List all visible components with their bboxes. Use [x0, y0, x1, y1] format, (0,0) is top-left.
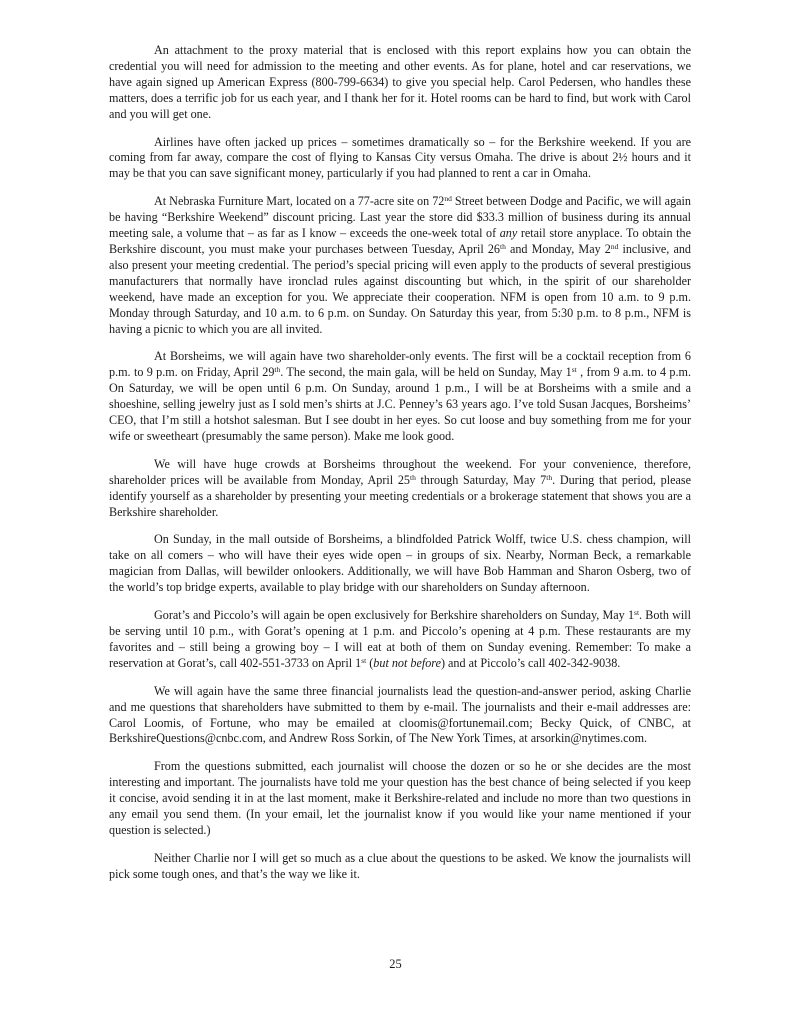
text-run: retail store anyplace. To obtain the Berkshire discount, you must make your purchases between Tuesday, April 26	[109, 226, 691, 256]
superscript: th	[546, 472, 553, 482]
paragraph	[109, 43, 691, 123]
text-run: At Nebraska Furniture Mart, located on a 77-acre site on 72	[154, 194, 445, 209]
text-run: , from 9 a.m. to 4 p.m. On Saturday, we will be open until 6 p.m. On Sunday, around 1 p.m., I will be at Borsheims with a smile and a shoeshine, selling jewelry just as I sold men’s shirts at J.C. Penney’s 63 years ago. I’ve told Susan Jacques, Borsheims’ CEO, that I’m still a hotshot salesman. But I see doubt in her eyes. So cut loose and buy something from me for your wife or sweetheart (presumably the same person). Make me look good.	[109, 365, 691, 443]
emphasis: but not before	[373, 655, 441, 670]
text-run: At Borsheims, we will again have two shareholder-only events. The first will be a cocktail reception from 6 p.m. to 9 p.m. on Friday, April 29	[109, 349, 691, 380]
superscript: th	[274, 365, 281, 375]
superscript: nd	[610, 241, 619, 251]
text-run: From the questions submitted, each journalist will choose the dozen or so he or she decides are the most interesting and important. The journalists have told me your question has the best chance of being selected if you keep it concise, avoid sending it in at the last moment, make it Berkshire-related and include no more than two questions in any email you send them. (In your email, let the journalist know if you would like your name mentioned if your question is selected.)	[109, 759, 691, 837]
text-run: . The second, the main gala, will be held on Sunday, May 1	[280, 365, 572, 380]
text-run: and Monday, May 2	[505, 241, 611, 256]
superscript: th	[500, 241, 506, 251]
paragraph	[109, 851, 691, 883]
paragraph	[109, 194, 691, 337]
text-run: An attachment to the proxy material that is enclosed with this report explains how you can obtain the credential you will need for admission to the meeting and other events. As for plane, hotel and car reservations, we have again signed up American Express (800-799-6634) to give you special help. Carol Pedersen, who handles these matters, does a terrific job for us each year, and I thank her for it. Hotel rooms can be hard to find, but work with Carol and you will get one.	[109, 43, 691, 121]
text-run: We will have huge crowds at Borsheims throughout the weekend. For your convenience, therefore, shareholder prices will be available from Monday, April 25	[109, 456, 691, 487]
emphasis: any	[499, 226, 518, 241]
superscript: nd	[444, 194, 452, 204]
text-run: . During that period, please identify yourself as a shareholder by presenting your meeting credentials or a brokerage statement that shows you are a Berkshire shareholder.	[109, 472, 691, 519]
body-text	[109, 43, 691, 895]
paragraph	[109, 759, 691, 839]
paragraph	[109, 135, 691, 183]
superscript: th	[409, 472, 416, 482]
text-run: . Both will be serving until 10 p.m., with Gorat’s opening at 1 p.m. and Piccolo’s opening at 4 p.m. These restaurants are my favorites and – still being a growing boy – I will eat at both of them on Sunday evening. Remember: To make a reservation at Gorat’s, call 402-551-3733 on April 1	[109, 608, 691, 670]
text-run: On Sunday, in the mall outside of Borsheims, a blindfolded Patrick Wolff, twice U.S. chess champion, will take on all comers – who will have their eyes wide open – in groups of six. Nearby, Norman Beck, a remarkable magician from Dallas, will bewilder onlookers. Additionally, we will have Bob Hamman and Sharon Osberg, two of the world’s top bridge experts, available to play bridge with our shareholders on Sunday afternoon.	[109, 532, 691, 595]
paragraph	[109, 684, 691, 748]
text-run: Gorat’s and Piccolo’s will again be open exclusively for Berkshire shareholders on Sunday, May 1	[154, 608, 635, 623]
text-run: inclusive, and also present your meeting credential. The period’s special pricing will even apply to the products of several prestigious manufacturers that normally have ironclad rules against discounting but which, in the spirit of our shareholder weekend, have made an exception for you. We appreciate their cooperation. NFM is open from 10 a.m. to 9 p.m. Monday through Saturday, and 10 a.m. to 6 p.m. on Sunday. On Saturday this year, from 5:30 p.m. to 8 p.m., NFM is having a picnic to which you are all invited.	[109, 241, 691, 336]
paragraph	[109, 608, 691, 672]
paragraph	[109, 457, 691, 521]
paragraph	[109, 349, 691, 444]
superscript: st	[571, 365, 577, 375]
paragraph	[109, 532, 691, 596]
text-run: Neither Charlie nor I will get so much as a clue about the questions to be asked. We know the journalists will pick some tough ones, and that’s the way we like it.	[109, 850, 691, 881]
text-run: Street between Dodge and Pacific, we will again be having “Berkshire Weekend” discount pricing. Last year the store did $33.3 million of business during its annual meeting sale, a volume that – as far as I know – exceeds the one-week total of	[109, 194, 691, 241]
text-run: Airlines have often jacked up prices – sometimes dramatically so – for the Berkshire weekend. If you are coming from far away, compare the cost of flying to Kansas City versus Omaha. The drive is about 2½ hours and it may be that you can save significant money, particularly if you had planned to rent a car in Omaha.	[109, 134, 691, 181]
superscript: st	[361, 655, 367, 665]
text-run: (	[366, 655, 374, 670]
superscript: st	[634, 608, 640, 618]
text-run: through Saturday, May 7	[415, 472, 547, 487]
text-run: We will again have the same three financial journalists lead the question-and-answer period, asking Charlie and me questions that shareholders have submitted to them by e-mail. The journalists and their e-mail addresses are: Carol Loomis, of Fortune, who may be emailed at cloomis@fortunemail.com; Becky Quick, of CNBC, at BerkshireQuestions@cnbc.com, and Andrew Ross Sorkin, of The New York Times, at arsorkin@nytimes.com.	[109, 683, 691, 746]
page-number: 25	[389, 957, 402, 971]
text-run: ) and at Piccolo’s call 402-342-9038.	[440, 655, 621, 670]
